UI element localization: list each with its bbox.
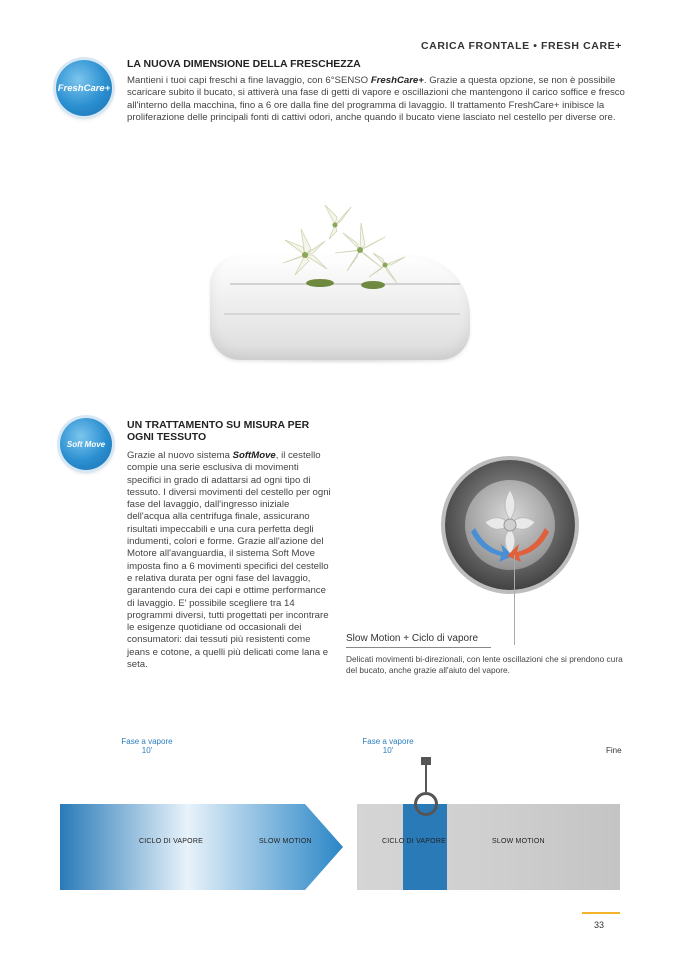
band-label-steam-cycle: CICLO DI VAPORE <box>139 838 203 845</box>
drum-caption-text: Delicati movimenti bi-direzionali, con lente oscillazioni che si prendono cura del bucato, anche grazie all'aiuto del vapore. <box>346 654 623 675</box>
pin-ring-icon <box>414 792 438 816</box>
freshcare-title: LA NUOVA DIMENSIONE DELLA FRESCHEZZA <box>127 58 361 70</box>
lily-flowers-icon <box>265 195 415 295</box>
washing-drum-image <box>445 460 575 590</box>
freshcare-text-end: . Grazie a questa opzione, se non è possibile scaricare subito il bucato, si attiverà una fase di getti di vapore e oscillazioni che mantengono il carico soffice e fresco all'interno della macchina, fino a 6 ore dalla fine del programma di lavaggio. Il trattamento FreshCare+ inibisce la proliferazione delle principali fonti di cattivi odori, anche quando il bucato viene lasciato nel cestello per diverse ore. <box>127 75 625 123</box>
drum-motion-arrows-icon <box>445 460 575 590</box>
towel-fold-line <box>224 313 460 315</box>
freshcare-text-start: Mantieni i tuoi capi freschi a fine lavaggio, con 6°SENSO <box>127 75 371 86</box>
phase-label-text: Fase a vapore <box>121 737 173 746</box>
steam-phase-arrow-band <box>60 804 343 890</box>
end-label: Fine <box>606 746 622 755</box>
page-number-rule <box>582 912 620 914</box>
drum-caption-title: Slow Motion + Ciclo di vapore <box>346 633 479 644</box>
softmove-text-start: Grazie al nuovo sistema <box>127 450 233 461</box>
softmove-paragraph <box>127 450 332 671</box>
slow-motion-band <box>357 804 620 890</box>
band-label-slow-motion: SLOW MOTION <box>259 838 312 845</box>
softmove-brand: SoftMove <box>232 450 276 461</box>
phase-duration: 10' <box>141 746 153 755</box>
freshcare-logo-text: FreshCare+ <box>57 82 111 94</box>
phase-duration: 10' <box>382 746 394 755</box>
phase-label-text: Fase a vapore <box>362 737 414 746</box>
freshcare-logo <box>56 60 112 116</box>
towel-image <box>200 195 480 395</box>
softmove-logo-text: Soft Move <box>66 439 106 449</box>
band-label-slow-motion: SLOW MOTION <box>492 838 545 845</box>
phase-label-left <box>116 737 178 755</box>
freshcare-brand: FreshCare+ <box>370 75 424 86</box>
freshcare-paragraph <box>127 75 627 124</box>
phase-label-right <box>357 737 419 755</box>
pin-stem <box>425 762 427 792</box>
softmove-title: UN TRATTAMENTO SU MISURA PER OGNI TESSUTO <box>127 419 310 443</box>
section-header: CARICA FRONTALE • FRESH CARE+ <box>420 40 622 52</box>
caption-divider <box>346 647 491 648</box>
drum-caption-connector <box>514 555 515 645</box>
band-label-steam-cycle: CICLO DI VAPORE <box>382 838 446 845</box>
steam-phase-marker <box>403 804 447 890</box>
softmove-text-end: , il cestello compie una serie esclusiva di movimenti specifici in grado di adattarsi ad ogni tipo di tessuto. I diversi movimenti del cestello per ogni fase del lavaggio, dall'ingresso iniziale dell'acqua alla centrifuga finale, assicurano risultati impeccabili e una cura perfetta degli indumenti, colori e forme. Grazie all'azione del Motore all'avanguardia, il sistema Soft Move imposta fino a 6 movimenti specifici del cestello e relativa durata per ogni fase del lavaggio, garantendo cura dei capi e ottime performance di lavaggio. E' possibile scegliere tra 14 programmi diversi, tutti progettati per incontrare le esigenze quotidiane od occasionali dei consumatori: dai tessuti più resistenti come jeans e cotone, a quelli più delicati come lana e seta. <box>127 450 331 671</box>
softmove-logo <box>60 418 112 470</box>
page-number: 33 <box>594 920 605 930</box>
